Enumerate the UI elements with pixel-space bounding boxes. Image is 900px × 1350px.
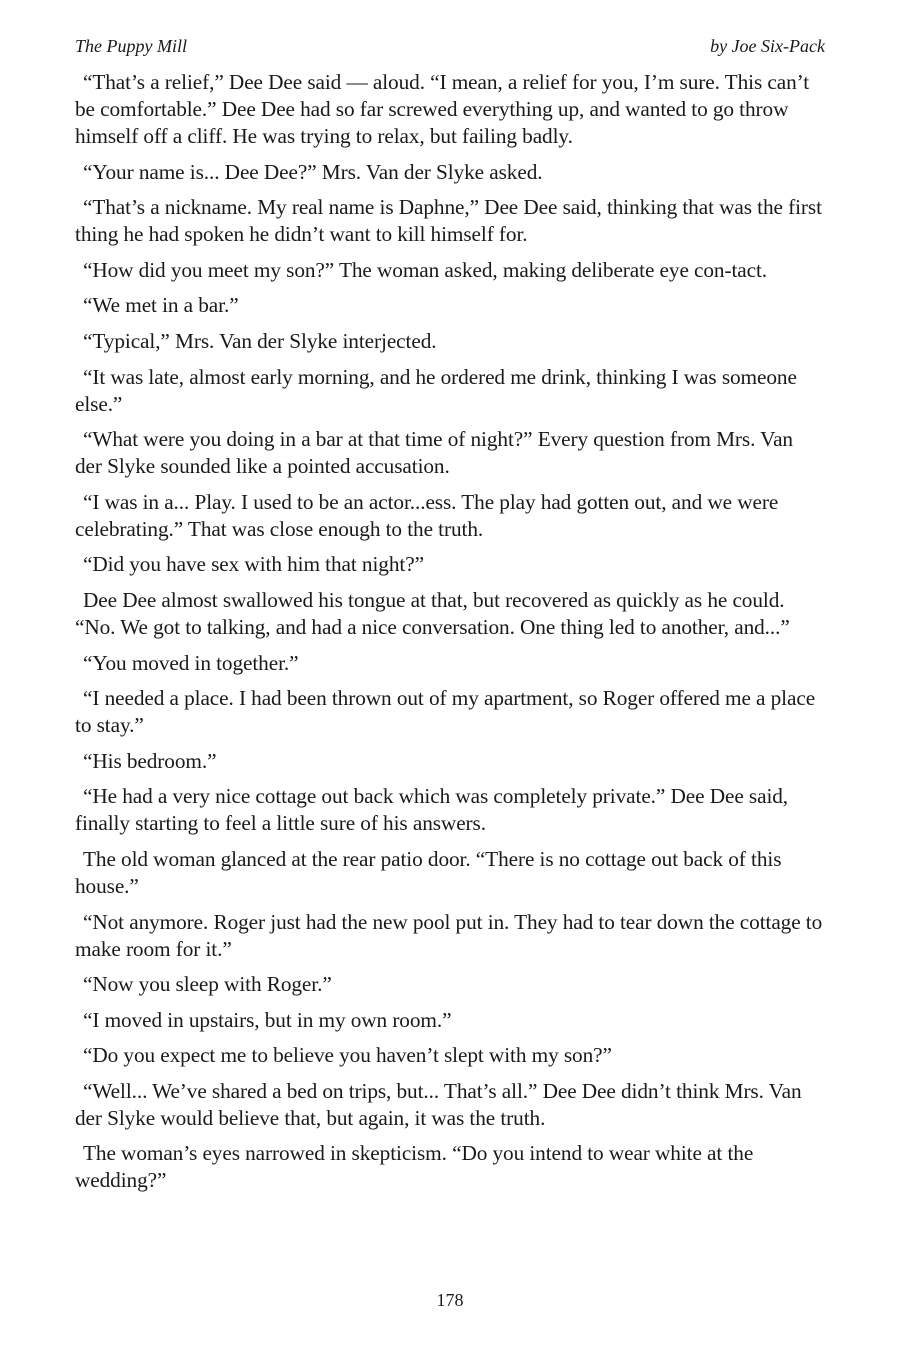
paragraph: “His bedroom.” (83, 748, 217, 773)
paragraph: “I needed a place. I had been thrown out of my apartment, so Roger offered me a place to stay.” (75, 686, 816, 738)
paragraph: “Typical,” Mrs. Van der Slyke interjected. (83, 328, 437, 353)
paragraph: “Your name is... Dee Dee?” Mrs. Van der Slyke asked. (83, 159, 543, 184)
paragraph: “Not anymore. Roger just had the new pool put in. They had to tear down the cottage to make room for it.” (75, 909, 823, 961)
paragraph: “Well... We’ve shared a bed on trips, but... That’s all.” Dee Dee didn’t think Mrs. Van der Slyke would believe that, but again, it was the truth. (75, 1078, 802, 1130)
author-name: by Joe Six-Pack (710, 36, 825, 56)
paragraph: “That’s a nickname. My real name is Daphne,” Dee Dee said, thinking that was the first thing he had spoken he didn’t want to kill himself for. (75, 195, 822, 247)
paragraph: “We met in a bar.” (83, 293, 239, 318)
paragraph: “What were you doing in a bar at that time of night?” Every question from Mrs. Van der Slyke sounded like a pointed accusation. (75, 427, 793, 479)
paragraph: “You moved in together.” (83, 650, 299, 675)
paragraph: “Do you expect me to believe you haven’t slept with my son?” (83, 1043, 612, 1068)
paragraph: “He had a very nice cottage out back which was completely private.” Dee Dee said, finally starting to feel a little sure of his answers. (75, 784, 789, 836)
paragraph: “I was in a... Play. I used to be an actor...ess. The play had gotten out, and we were celebrating.” That was close enough to the truth. (75, 489, 779, 541)
paragraph: Dee Dee almost swallowed his tongue at that, but recovered as quickly as he could. “No. We got to talking, and had a nice conversation. One thing led to another, and...” (75, 587, 790, 639)
paragraph: “How did you meet my son?” The woman asked, making deliberate eye con-tact. (83, 257, 768, 282)
running-header (75, 36, 825, 62)
paragraph: “Now you sleep with Roger.” (83, 972, 332, 997)
paragraph: “I moved in upstairs, but in my own room.” (83, 1007, 452, 1032)
paragraph: “That’s a relief,” Dee Dee said — aloud. “I mean, a relief for you, I’m sure. This can’t be comfortable.” Dee Dee had so far screwed everything up, and wanted to go throw himself off a cliff. He was trying to relax, but failing badly. (75, 70, 810, 148)
paragraph: “Did you have sex with him that night?” (83, 552, 424, 577)
paragraph: The woman’s eyes narrowed in skepticism. “Do you intend to wear white at the wedding?” (75, 1141, 754, 1193)
paragraph: “It was late, almost early morning, and he ordered me drink, thinking I was someone else.” (75, 364, 797, 416)
paragraph: The old woman glanced at the rear patio door. “There is no cottage out back of this house.” (75, 846, 782, 898)
book-title: The Puppy Mill (75, 36, 187, 56)
page-number: 178 (436, 1290, 464, 1310)
page-body (75, 69, 825, 1203)
